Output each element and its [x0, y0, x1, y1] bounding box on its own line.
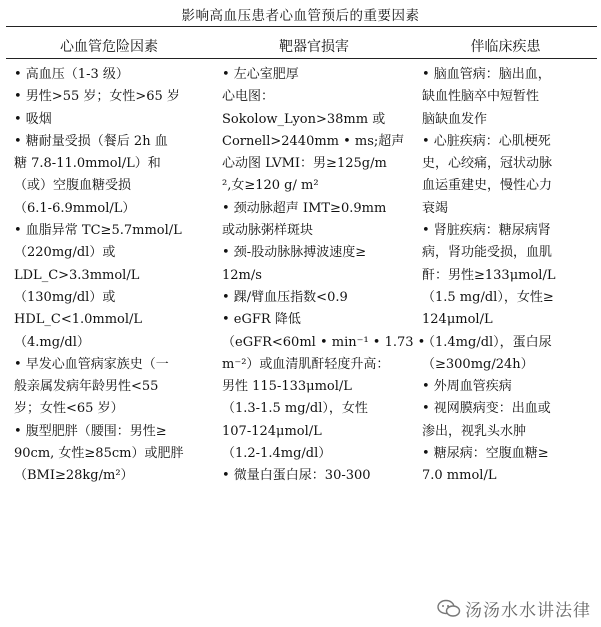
table-cell-line: （130mg/dl）或 — [14, 289, 116, 305]
table-cell-line: 衰竭 — [422, 200, 449, 216]
table-cell-line: • 肾脏疾病：糖尿病肾 — [422, 223, 551, 239]
header-target-organ-damage: 靶器官损害 — [279, 39, 349, 55]
column-clinical-conditions — [422, 64, 598, 488]
table-cell-line: 90cm, 女性≥85cm）或肥胖 — [14, 446, 184, 462]
table-cell-line: 史，心绞痛，冠状动脉 — [422, 156, 553, 172]
table-cell-line: • 脑血管病：脑出血， — [422, 67, 551, 82]
table-cell-line: • 踝/臂血压指数<0.9 — [222, 289, 348, 305]
watermark — [437, 596, 591, 621]
table-cell-line: （或）空腹血糖受损 — [14, 178, 132, 194]
table-cell-line: 124μmol/L — [422, 312, 493, 328]
table-cell-line: • 男性>55 岁；女性>65 岁 — [14, 89, 180, 105]
page-title: 影响高血压患者心血管预后的重要因素 — [181, 8, 420, 24]
table-cell-line: • 高血压（1-3 级） — [14, 67, 129, 82]
table-top-rule — [6, 26, 597, 27]
table-cell-line: • 血脂异常 TC≥5.7mmol/L — [14, 223, 182, 239]
column-target-organ-damage — [222, 64, 426, 488]
table-cell-line: 酐：男性≥133μmol/L — [422, 267, 556, 283]
table-cell-line: （1.4mg/dl），蛋白尿 — [422, 334, 552, 350]
table-cell-line: 脑缺血发作 — [422, 111, 488, 127]
table-cell-line: • 左心室肥厚 — [222, 67, 299, 82]
table-cell-line: • 吸烟 — [14, 111, 52, 127]
table-cell-line: Sokolow_Lyon>38mm 或 — [222, 111, 386, 127]
table-cell-line: （≥300mg/24h） — [422, 356, 534, 372]
table-cell-line: 心动图 LVMI：男≥125g/m — [222, 156, 387, 172]
header-divider-rule — [6, 58, 597, 59]
table-cell-line: • 颈动脉超声 IMT≥0.9mm — [222, 200, 387, 216]
table-cell-line: 糖 7.8-11.0mmol/L）和 — [14, 156, 161, 172]
table-cell-line: • 外周血管疾病 — [422, 379, 512, 395]
table-cell-line: （1.2-1.4mg/dl） — [222, 446, 332, 462]
column-risk-factors — [14, 64, 214, 488]
table-cell-line: 血运重建史，慢性心力 — [422, 178, 553, 194]
chat-bubble-icon — [437, 599, 461, 619]
table-cell-line: • 糖尿病：空腹血糖≥ — [422, 446, 549, 462]
table-cell-line: （1.3-1.5 mg/dl），女性 — [222, 401, 368, 417]
table-cell-line: • eGFR 降低 — [222, 312, 301, 328]
table-cell-line: （eGFR<60ml • min⁻¹ • 1.73 • — [222, 334, 426, 350]
table-cell-line: 107-124μmol/L — [222, 423, 322, 439]
table-cell-line: （BMI≥28kg/m²） — [14, 468, 134, 484]
table-cell-line: 男性 115-133μmol/L — [222, 379, 352, 395]
table-cell-line: 缺血性脑卒中短暂性 — [422, 89, 540, 105]
table-cell-line: （4.mg/dl） — [14, 334, 90, 350]
table-cell-line: • 早发心血管病家族史（一 — [14, 356, 169, 372]
table-cell-line: 12m/s — [222, 267, 262, 283]
table-cell-line: 或动脉粥样斑块 — [222, 223, 314, 239]
table-cell-line: 渗出，视乳头水肿 — [422, 423, 527, 439]
table-cell-line: ²,女≥120 g/ m² — [222, 178, 319, 194]
watermark-text: 汤汤水水讲法律 — [465, 601, 591, 621]
header-clinical-conditions: 伴临床疾患 — [470, 39, 541, 55]
table-cell-line: • 心脏疾病：心肌梗死 — [422, 133, 551, 149]
header-cardiovascular-risk-factors: 心血管危险因素 — [60, 39, 158, 55]
table-cell-line: • 颈-股动脉脉搏波速度≥ — [222, 245, 367, 261]
table-cell-line: 病，肾功能受损，血肌 — [422, 245, 553, 261]
table-cell-line: （1.5 mg/dl），女性≥ — [422, 289, 554, 305]
table-cell-line: HDL_C<1.0mmol/L — [14, 312, 143, 328]
table-cell-line: 岁；女性<65 岁） — [14, 401, 124, 417]
table-cell-line: 般亲属发病年龄男性<55 — [14, 379, 159, 395]
table-cell-line: LDL_C>3.3mmol/L — [14, 267, 140, 283]
table-cell-line: m⁻²）或血清肌酐轻度升高： — [222, 356, 390, 372]
table-cell-line: （6.1-6.9mmol/L） — [14, 200, 136, 216]
table-cell-line: Cornell>2440mm • ms;超声 — [222, 133, 405, 149]
table-cell-line: • 视网膜病变：出血或 — [422, 401, 551, 417]
table-cell-line: • 微量白蛋白尿：30-300 — [222, 468, 371, 484]
table-cell-line: • 腹型肥胖（腰围：男性≥ — [14, 423, 167, 439]
table-cell-line: 心电图： — [222, 89, 275, 105]
table-cell-line: （220mg/dl）或 — [14, 245, 116, 261]
table-cell-line: 7.0 mmol/L — [422, 468, 497, 484]
table-cell-line: • 糖耐量受损（餐后 2h 血 — [14, 133, 168, 149]
